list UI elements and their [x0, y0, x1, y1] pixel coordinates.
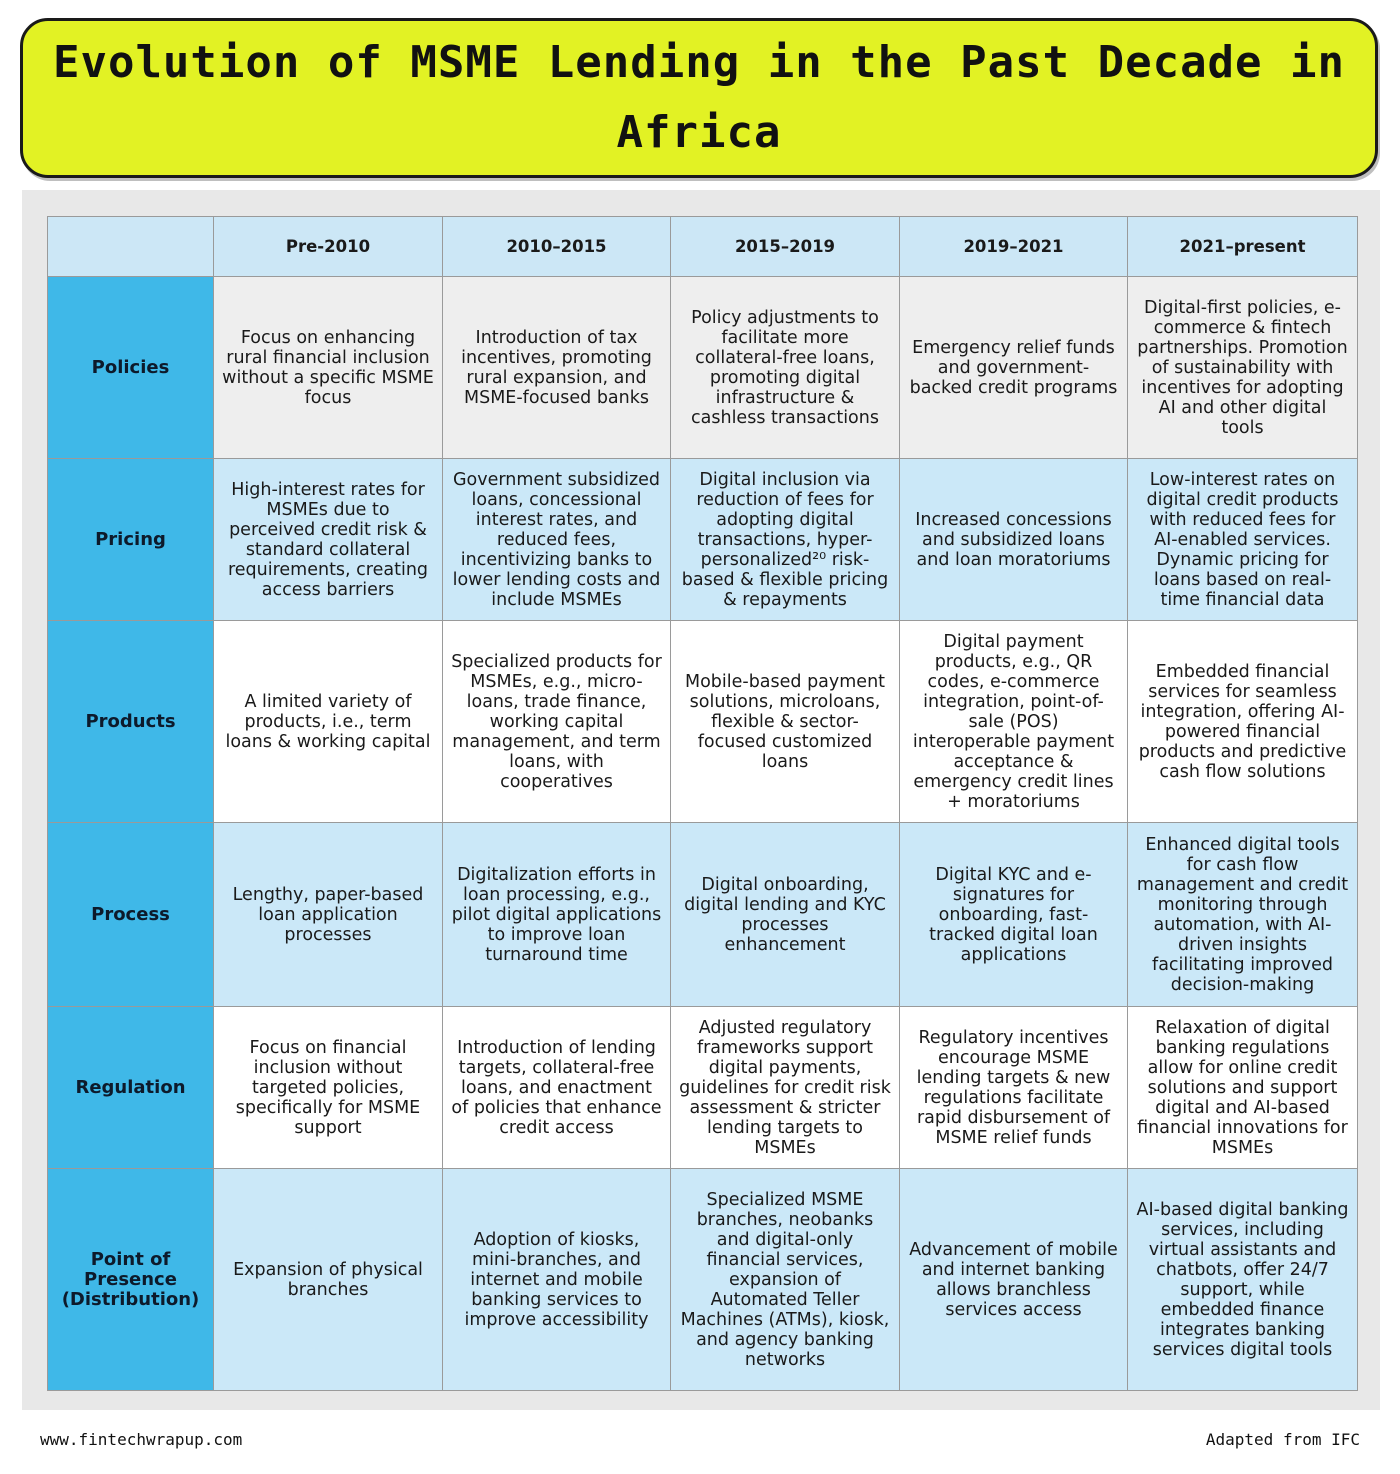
table-cell: Digital-first policies, e-commerce & fintech partnerships. Promotion of sustainability with incentives for adopting AI and other digital tools	[1128, 277, 1358, 459]
table-cell: Regulatory incentives encourage MSME lending targets & new regulations facilitate rapid disbursement of MSME relief funds	[900, 1007, 1128, 1169]
table-row-regulation	[48, 1007, 1358, 1169]
corner-cell	[48, 217, 214, 277]
row-header: Point of Presence (Distribution)	[48, 1169, 214, 1391]
table-cell: Focus on financial inclusion without targeted policies, specifically for MSME support	[214, 1007, 443, 1169]
table-cell: Low-interest rates on digital credit products with reduced fees for AI-enabled services. Dynamic pricing for loans based on real-time financial data	[1128, 459, 1358, 621]
table-cell: Specialized products for MSMEs, e.g., micro-loans, trade finance, working capital management, and term loans, with cooperatives	[443, 621, 671, 823]
table-cell: Policy adjustments to facilitate more collateral-free loans, promoting digital infrastructure & cashless transactions	[671, 277, 900, 459]
row-header: Policies	[48, 277, 214, 459]
table-row-pricing	[48, 459, 1358, 621]
source-credit: Adapted from IFC	[1205, 1430, 1360, 1449]
column-header: Pre-2010	[214, 217, 443, 277]
table-cell: Enhanced digital tools for cash flow management and credit monitoring through automation, with AI-driven insights facilitating improved decision-making	[1128, 823, 1358, 1007]
table-cell: Digital inclusion via reduction of fees for adopting digital transactions, hyper-personalized²⁰ risk-based & flexible pricing & repayments	[671, 459, 900, 621]
table-cell: Lengthy, paper-based loan application processes	[214, 823, 443, 1007]
table-cell: Digital KYC and e-signatures for onboarding, fast-tracked digital loan applications	[900, 823, 1128, 1007]
table-cell: Digital payment products, e.g., QR codes, e-commerce integration, point-of-sale (POS) interoperable payment acceptance & emergency credit lines + moratoriums	[900, 621, 1128, 823]
table-cell: Focus on enhancing rural financial inclusion without a specific MSME focus	[214, 277, 443, 459]
column-header: 2019–2021	[900, 217, 1128, 277]
table-cell: Adjusted regulatory frameworks support digital payments, guidelines for credit risk assessment & stricter lending targets to MSMEs	[671, 1007, 900, 1169]
comparison-table	[47, 216, 1358, 1391]
table-cell: Digitalization efforts in loan processing, e.g., pilot digital applications to improve loan turnaround time	[443, 823, 671, 1007]
table-cell: Introduction of lending targets, collateral-free loans, and enactment of policies that enhance credit access	[443, 1007, 671, 1169]
column-header: 2015–2019	[671, 217, 900, 277]
website-credit: www.fintechwrapup.com	[40, 1430, 243, 1449]
row-header: Products	[48, 621, 214, 823]
header-row	[48, 217, 1358, 277]
table-cell: Expansion of physical branches	[214, 1169, 443, 1391]
table-cell: Increased concessions and subsidized loans and loan moratoriums	[900, 459, 1128, 621]
row-header: Regulation	[48, 1007, 214, 1169]
table-cell: Government subsidized loans, concessional interest rates, and reduced fees, incentivizing banks to lower lending costs and include MSMEs	[443, 459, 671, 621]
table-cell: Digital onboarding, digital lending and KYC processes enhancement	[671, 823, 900, 1007]
table-row-process	[48, 823, 1358, 1007]
table-cell: Emergency relief funds and government-backed credit programs	[900, 277, 1128, 459]
column-header: 2021–present	[1128, 217, 1358, 277]
title-banner	[20, 18, 1378, 178]
row-header: Process	[48, 823, 214, 1007]
row-header: Pricing	[48, 459, 214, 621]
table-cell: AI-based digital banking services, including virtual assistants and chatbots, offer 24/7 support, while embedded finance integrates banking services digital tools	[1128, 1169, 1358, 1391]
table-cell: Embedded financial services for seamless integration, offering AI-powered financial products and predictive cash flow solutions	[1128, 621, 1358, 823]
page-title: Evolution of MSME Lending in the Past Decade in Africa	[52, 37, 1346, 158]
table-cell: Advancement of mobile and internet banking allows branchless services access	[900, 1169, 1128, 1391]
table-cell: Specialized MSME branches, neobanks and digital-only financial services, expansion of Automated Teller Machines (ATMs), kiosk, and agency banking networks	[671, 1169, 900, 1391]
table-row-products	[48, 621, 1358, 823]
table-cell: Adoption of kiosks, mini-branches, and internet and mobile banking services to improve accessibility	[443, 1169, 671, 1391]
table-cell: Relaxation of digital banking regulations allow for online credit solutions and support digital and AI-based financial innovations for MSMEs	[1128, 1007, 1358, 1169]
table-row-point-of-presence	[48, 1169, 1358, 1391]
table-cell: Introduction of tax incentives, promoting rural expansion, and MSME-focused banks	[443, 277, 671, 459]
column-header: 2010–2015	[443, 217, 671, 277]
table-cell: A limited variety of products, i.e., term loans & working capital	[214, 621, 443, 823]
table-row-policies	[48, 277, 1358, 459]
table-cell: High-interest rates for MSMEs due to perceived credit risk & standard collateral requirements, creating access barriers	[214, 459, 443, 621]
table-cell: Mobile-based payment solutions, microloans, flexible & sector-focused customized loans	[671, 621, 900, 823]
